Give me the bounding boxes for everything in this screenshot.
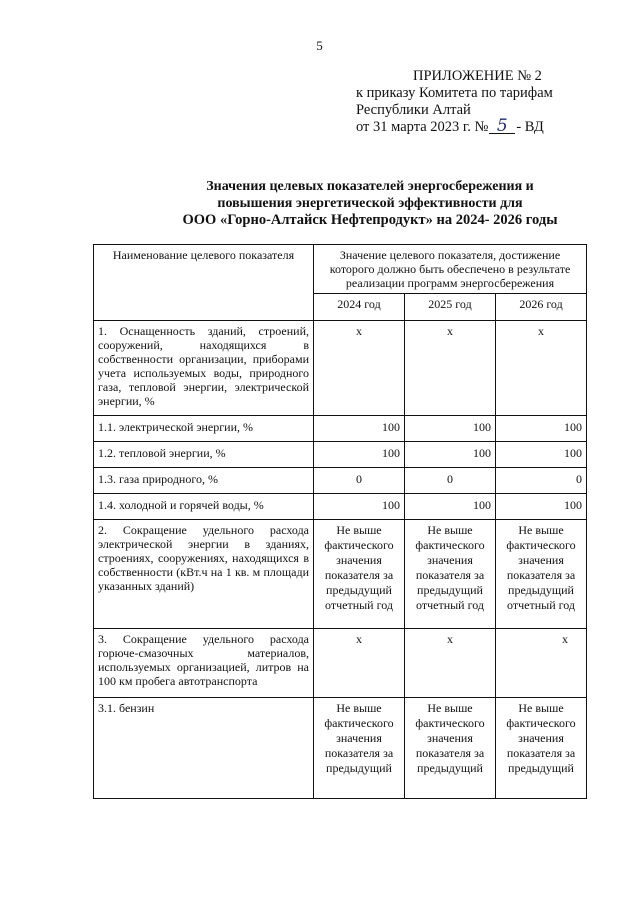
page-number: 5: [316, 38, 323, 53]
title-line-2: повышения энергетической эффективности для: [217, 196, 523, 211]
header-indicator-name: Наименование целевого показателя: [94, 245, 314, 321]
row-value-2024: 100: [314, 494, 405, 520]
table-row: [94, 698, 587, 799]
row-value-2025: x: [405, 321, 496, 416]
row-value-2024: Не выше фактического значения показателя за предыдущий отчетный год: [314, 520, 405, 629]
table-row: [94, 494, 587, 520]
row-name: 1.1. электрической энергии, %: [94, 416, 314, 442]
appendix-date: от 31 марта 2023 г. №: [356, 119, 489, 135]
header-year-2024: 2024 год: [314, 294, 405, 321]
row-value-2024: x: [314, 629, 405, 698]
table-header-row: [94, 245, 587, 294]
row-value-2026: x: [496, 629, 587, 698]
appendix-suffix: - ВД: [516, 119, 544, 135]
row-name: 1.3. газа природного, %: [94, 468, 314, 494]
row-name: 1.2. тепловой энергии, %: [94, 442, 314, 468]
row-value-2026: Не выше фактического значения показателя за предыдущий: [496, 698, 587, 799]
row-value-2024: x: [314, 321, 405, 416]
title-line-3: ООО «Горно-Алтайск Нефтепродукт» на 2024- 2026 годы: [182, 212, 558, 228]
appendix-region-line: Республики Алтай: [356, 102, 471, 118]
table-row: [94, 321, 587, 416]
table-row: [94, 416, 587, 442]
row-value-2025: 100: [405, 442, 496, 468]
row-value-2026: x: [496, 321, 587, 416]
row-value-2025: x: [405, 629, 496, 698]
row-value-2026: 0: [496, 468, 587, 494]
row-value-2026: Не выше фактического значения показателя за предыдущий отчетный год: [496, 520, 587, 629]
handwritten-order-number: 5: [489, 119, 515, 134]
table-row: [94, 442, 587, 468]
row-value-2025: 0: [405, 468, 496, 494]
row-value-2025: 100: [405, 416, 496, 442]
row-name: 2. Сокращение удельного расхода электрической энергии в зданиях, строениях, сооружениях, находящихся в собственности (кВт.ч на 1 кв. м площади указанных зданий): [94, 520, 314, 629]
row-name: 3. Сокращение удельного расхода горюче-смазочных материалов, используемых организацией, литров на 100 км пробега автотранспорта: [94, 629, 314, 698]
row-value-2026: 100: [496, 442, 587, 468]
header-year-2026: 2026 год: [496, 294, 587, 321]
table-row: [94, 468, 587, 494]
row-value-2025: 100: [405, 494, 496, 520]
row-value-2024: 100: [314, 416, 405, 442]
row-value-2026: 100: [496, 494, 587, 520]
header-year-2025: 2025 год: [405, 294, 496, 321]
appendix-header: [356, 68, 616, 136]
row-value-2025: Не выше фактического значения показателя за предыдущий отчетный год: [405, 520, 496, 629]
row-value-2025: Не выше фактического значения показателя за предыдущий: [405, 698, 496, 799]
table-row: [94, 629, 587, 698]
row-name: 1.4. холодной и горячей воды, %: [94, 494, 314, 520]
appendix-date-line: [356, 116, 616, 136]
document-title: [150, 178, 590, 229]
row-name: 3.1. бензин: [94, 698, 314, 799]
row-value-2024: Не выше фактического значения показателя за предыдущий: [314, 698, 405, 799]
title-line-1: Значения целевых показателей энергосбережения и: [206, 179, 534, 194]
targets-table: [93, 244, 587, 799]
table-row: [94, 520, 587, 629]
header-indicator-value: Значение целевого показателя, достижение которого должно быть обеспечено в результате реализации программ энергосбережения: [314, 245, 587, 294]
row-value-2024: 100: [314, 442, 405, 468]
row-value-2026: 100: [496, 416, 587, 442]
appendix-order-line: к приказу Комитета по тарифам: [356, 85, 553, 101]
row-name: 1. Оснащенность зданий, строений, сооружений, находящихся в собственности организации, приборами учета используемых воды, природного газа, тепловой энергии, электрической энергии, %: [94, 321, 314, 416]
appendix-title: ПРИЛОЖЕНИЕ № 2: [413, 68, 542, 84]
row-value-2024: 0: [314, 468, 405, 494]
